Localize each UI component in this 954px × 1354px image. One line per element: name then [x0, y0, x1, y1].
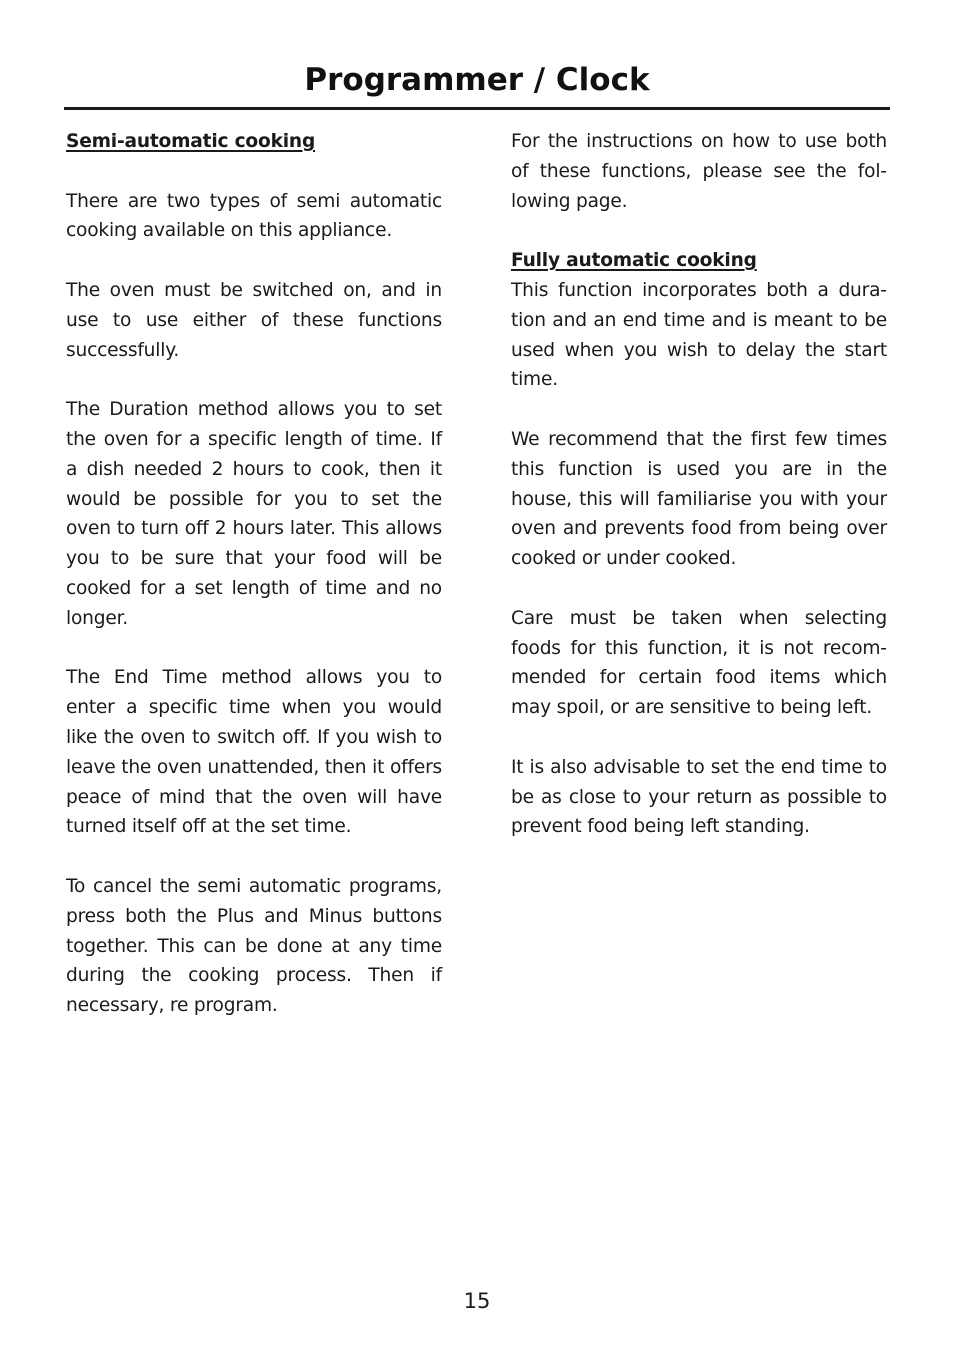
paragraph: There are two types of semi automatic cooking available on this appliance. [66, 190, 442, 242]
paragraph: This function incorporates both a duration and an end time and is meant to be used when you wish to delay the start time. [511, 279, 887, 391]
paragraph: We recommend that the first few times this function is used you are in the house, this will familiarise you with your oven and prevents food from being over cooked or under cooked. [511, 428, 887, 570]
page-title: Programmer / Clock [304, 62, 650, 98]
paragraph: To cancel the semi automatic programs, press both the Plus and Minus buttons together. This can be done at any time during the cooking process. Then if necessary, re program. [66, 875, 442, 1017]
paragraph: The Duration method allows you to set the oven for a specific length of time. If a dish needed 2 hours to cook, then it would be possible for you to set the oven to turn off 2 hours later. This allows you to be sure that your food will be cooked for a set length of time and no longer. [66, 399, 442, 629]
title-divider [64, 107, 890, 110]
page-number: 15 [463, 1289, 491, 1313]
section-heading-fully-automatic: Fully automatic cooking [511, 250, 757, 272]
paragraph: The End Time method allows you to enter a specific time when you would like the oven to switch off. If you wish to leave the oven unattended, then it offers peace of mind that the oven will have turned itself off at the set time. [66, 667, 442, 838]
paragraph: It is also advisable to set the end time to be as close to your return as possible to prevent food being left standing. [511, 756, 887, 838]
section-heading-semi-automatic: Semi-automatic cooking [66, 131, 316, 152]
paragraph: The oven must be switched on, and in use to use either of these functions successfully. [66, 279, 442, 361]
left-column [66, 127, 442, 1051]
paragraph: Care must be taken when selecting foods for this function, it is not recommended for certain food items which may spoil, or are sensitive to being left. [511, 607, 887, 719]
right-column [511, 127, 887, 872]
intro-paragraph: For the instructions on how to use both of these functions, please see the following page. [511, 131, 887, 212]
